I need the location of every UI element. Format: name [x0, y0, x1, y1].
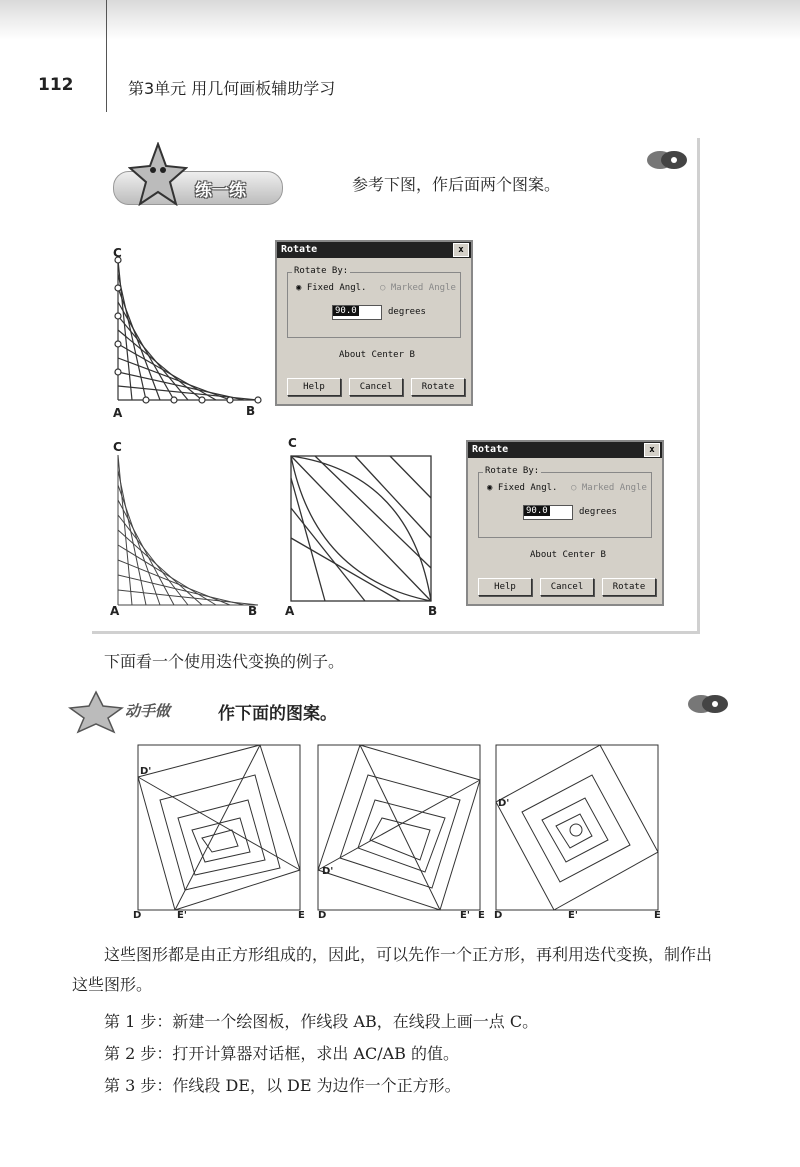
paragraph-1: 这些图形都是由正方形组成的，因此，可以先作一个正方形，再利用迭代变换，制作出这些图形。: [72, 945, 713, 994]
envelope-figure-2: [108, 440, 268, 620]
center-label-2: About Center B: [530, 550, 606, 560]
dialog-title-2: Rotate: [472, 444, 509, 455]
close-icon[interactable]: x: [644, 443, 660, 457]
envelope-figure-1: [108, 240, 268, 430]
angle-input-2[interactable]: 90.0: [523, 505, 573, 520]
step-2: 第 2 步：打开计算器对话框，求出 AC/AB 的值。: [104, 1044, 460, 1063]
dialog-title: Rotate: [281, 244, 318, 255]
label-a-2: A: [110, 604, 120, 618]
dialog-title-bar-2: [468, 442, 662, 458]
label-e-prime-2: E': [460, 910, 470, 921]
close-icon[interactable]: x: [453, 243, 469, 257]
radio-fixed-angle[interactable]: ◉ Fixed Angl.: [296, 283, 367, 293]
rotate-by-group: [287, 266, 461, 338]
practice-instruction: 参考下图，作后面两个图案。: [352, 175, 561, 194]
envelope-square-figure: [285, 448, 435, 608]
cd-icon: [645, 150, 689, 170]
try-it-badge: 动手做: [125, 702, 171, 720]
label-d-3: D: [494, 910, 503, 921]
star-badge-icon: [68, 690, 124, 734]
radio-fixed-angle-2[interactable]: ◉ Fixed Angl.: [487, 483, 558, 493]
label-c-3: C: [288, 436, 297, 450]
label-c-2: C: [113, 440, 122, 454]
intro-text: 下面看一个使用迭代变换的例子。: [104, 652, 345, 671]
square-spiral-figures: [130, 740, 670, 925]
label-a-3: A: [285, 604, 295, 618]
center-label: About Center B: [339, 350, 415, 360]
help-button[interactable]: Help: [287, 378, 341, 396]
label-b-2: B: [248, 604, 258, 618]
label-d-prime-1: D': [140, 766, 152, 777]
group-label: Rotate By:: [294, 266, 349, 276]
label-b-3: B: [428, 604, 438, 618]
unit-label-2: degrees: [579, 507, 617, 517]
label-d-2: D: [318, 910, 327, 921]
radio-marked-angle[interactable]: ○ Marked Angle: [380, 283, 456, 293]
dialog-title-bar: [277, 242, 471, 258]
radio-marked-angle-2[interactable]: ○ Marked Angle: [571, 483, 647, 493]
cancel-button-2[interactable]: Cancel: [540, 578, 594, 596]
cd-icon-2: [686, 694, 730, 714]
rotate-button-2[interactable]: Rotate: [602, 578, 656, 596]
group-label-2: Rotate By:: [485, 466, 540, 476]
try-it-instruction: 作下面的图案。: [218, 704, 337, 724]
label-b: B: [246, 404, 256, 418]
header-divider: [106, 0, 107, 112]
label-d-prime-2: D': [322, 866, 334, 877]
angle-input[interactable]: 90.0: [332, 305, 382, 320]
page-top-band: [0, 0, 800, 40]
star-mascot-icon: [128, 142, 188, 206]
label-e-prime-1: E': [177, 910, 187, 921]
unit-label: degrees: [388, 307, 426, 317]
unit-title: 第3单元 用几何画板辅助学习: [128, 79, 336, 98]
label-e-1: E: [298, 910, 305, 921]
rotate-dialog-2: [466, 440, 664, 606]
rotate-by-group-2: [478, 466, 652, 538]
step-3: 第 3 步：作线段 DE，以 DE 为边作一个正方形。: [104, 1076, 461, 1095]
step-1: 第 1 步：新建一个绘图板，作线段 AB，在线段上画一点 C。: [104, 1012, 539, 1031]
label-d-1: D: [133, 910, 142, 921]
label-c: C: [113, 246, 122, 260]
rotate-dialog-1: [275, 240, 473, 406]
label-e-2: E: [478, 910, 485, 921]
label-a: A: [113, 406, 123, 420]
cancel-button[interactable]: Cancel: [349, 378, 403, 396]
rotate-button[interactable]: Rotate: [411, 378, 465, 396]
label-e-3: E: [654, 910, 661, 921]
practice-badge-label: 练一练: [195, 181, 246, 201]
label-d-prime-3: D': [498, 798, 510, 809]
label-e-prime-3: E': [568, 910, 578, 921]
help-button-2[interactable]: Help: [478, 578, 532, 596]
page-number: 112: [38, 75, 74, 95]
